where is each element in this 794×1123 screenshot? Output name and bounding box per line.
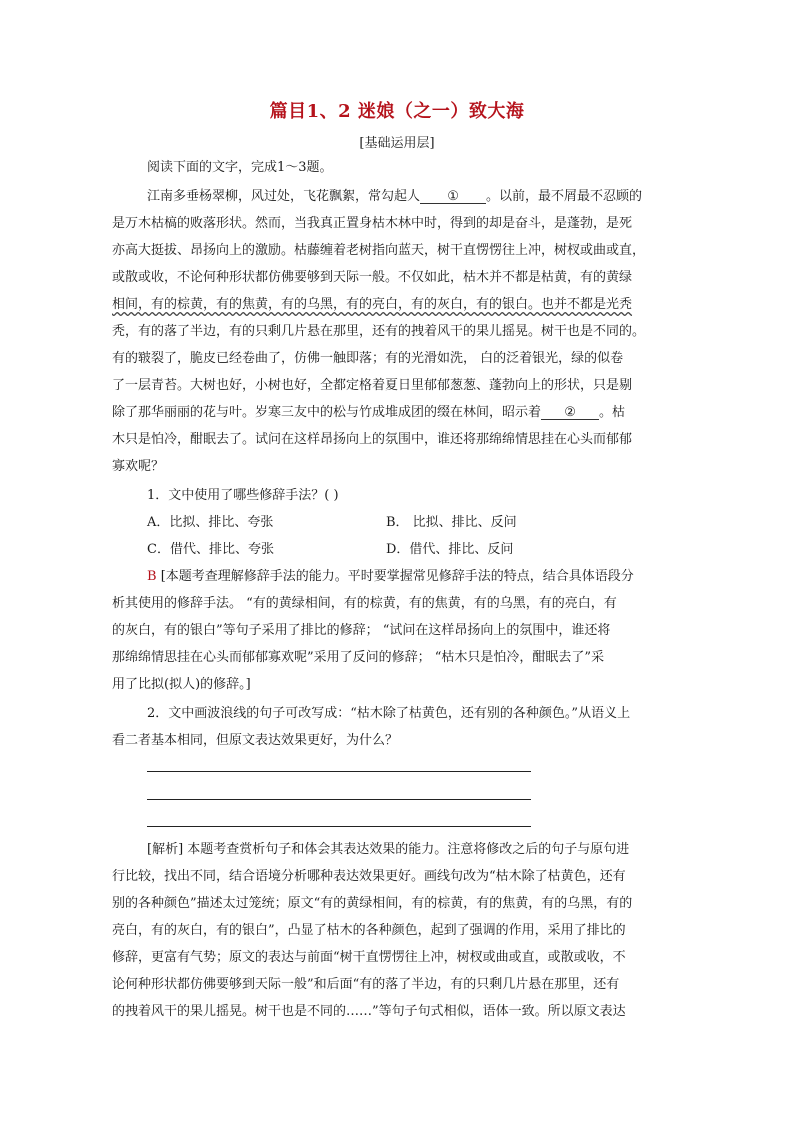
explanation-line: 那绵绵情思挂在心头而郁郁寡欢呢”采用了反问的修辞； “枯木只是怕冷，酣眠去了”采: [112, 650, 605, 665]
blank-2: ②: [541, 406, 599, 420]
question-2-stem: 2．文中画波浪线的句子可改写成：“枯木除了枯黄色，还有别的各种颜色。”从语义上: [147, 706, 631, 721]
analysis-line: 论何种形状都仿佛要够到天际一般”和后面“有的落了半边，有的只剩几片悬在那里，还有: [112, 977, 620, 992]
passage-line-wavy: 相间，有的棕黄，有的焦黄，有的乌黑，有的亮白，有的灰白，有的银白。也并不都是光秃: [112, 297, 633, 312]
passage-line: 了一层青苔。大树也好，小树也好，全都定格着夏日里郁郁葱葱、蓬勃向上的形状，只是剔: [112, 378, 633, 393]
passage-line: 亦高大挺拔、昂扬向上的激励。枯藤缠着老树指向蓝天，树干直愣愣往上冲，树杈或曲或直，: [112, 243, 646, 258]
blank-1: ①: [420, 190, 486, 204]
question-2-stem-cont: 看二者基本相同，但原文表达效果更好，为什么？: [112, 733, 399, 748]
option-d: D．借代、排比、反问: [386, 542, 514, 557]
section-label: [基础运用层]: [359, 136, 435, 151]
passage-line: 寡欢呢？: [112, 459, 165, 474]
analysis-line: 别的各种颜色”描述太过笼统；原文“有的黄绿相间，有的棕黄，有的焦黄，有的乌黑，有的: [112, 896, 633, 911]
option-c: C．借代、排比、夸张: [147, 542, 274, 557]
intro-text: 阅读下面的文字，完成1～3题。: [147, 160, 333, 175]
explanation-line: 的灰白，有的银白”等句子采用了排比的修辞； “试问在这样昂扬向上的氛围中，谁还将: [112, 623, 611, 638]
analysis-line: 修辞，更富有气势；原文的表达与前面“树干直愣愣往上冲，树杈或曲或直，或散或收，不: [112, 950, 626, 965]
explanation-line: 析其使用的修辞手法。 “有的黄绿相间，有的棕黄，有的焦黄，有的乌黑，有的亮白，有: [112, 596, 617, 611]
option-a: A．比拟、排比、夸张: [147, 515, 274, 530]
passage-line: 有的皲裂了，脆皮已经卷曲了，仿佛一触即落；有的光滑如洗， 白的泛着银光，绿的似卷: [112, 351, 624, 366]
analysis-line: 亮白，有的灰白，有的银白”，凸显了枯木的各种颜色，起到了强调的作用，采用了排比的: [112, 923, 626, 938]
passage-line: 秃，有的落了半边，有的只剩几片悬在那里，还有的拽着风干的果儿摇晃。树干也是不同的。: [112, 324, 646, 339]
passage-line: 或散或收，不论何种形状都仿佛要够到天际一般。不仅如此，枯木并不都是枯黄，有的黄绿: [112, 270, 633, 285]
passage-line: 除了那华丽丽的花与叶。岁寒三友中的松与竹成堆成团的缀在林间，昭示着 ② 。枯: [112, 405, 626, 420]
analysis-line: [解析] 本题考查赏析句子和体会其表达效果的能力。注意将修改之后的句子与原句进: [147, 842, 630, 857]
answer-line: [147, 771, 531, 772]
answer-line: [147, 826, 531, 827]
passage-line: 江南多垂杨翠柳，风过处，飞花飘絮，常勾起人 ① 。以前，最不屑最不忍顾的: [147, 189, 643, 204]
passage-line: 是万木枯槁的败落形状。然而，当我真正置身枯木林中时，得到的却是奋斗，是蓬勃，是死: [112, 216, 633, 231]
question-1-stem: 1．文中使用了哪些修辞手法？( ): [147, 488, 339, 503]
passage-line: 木只是怕冷，酣眠去了。试问在这样昂扬向上的氛围中，谁还将那绵绵情思挂在心头而郁郁: [112, 432, 633, 447]
analysis-line: 的拽着风干的果儿摇晃。树干也是不同的……”等句子句式相似，语体一致。所以原文表达: [112, 1004, 626, 1019]
explanation-line: 用了比拟(拟人)的修辞。]: [112, 677, 251, 692]
answer-letter: B: [147, 569, 157, 584]
analysis-line: 行比较，找出不同，结合语境分析哪种表达效果更好。画线句改为“枯木除了枯黄色，还有: [112, 869, 626, 884]
page-title: 篇目1、2 迷娘（之一）致大海: [269, 101, 525, 122]
answer-explanation: B [本题考查理解修辞手法的能力。平时要掌握常见修辞手法的特点，结合具体语段分: [147, 569, 634, 584]
answer-line: [147, 799, 531, 800]
option-b: B． 比拟、排比、反问: [386, 515, 517, 530]
